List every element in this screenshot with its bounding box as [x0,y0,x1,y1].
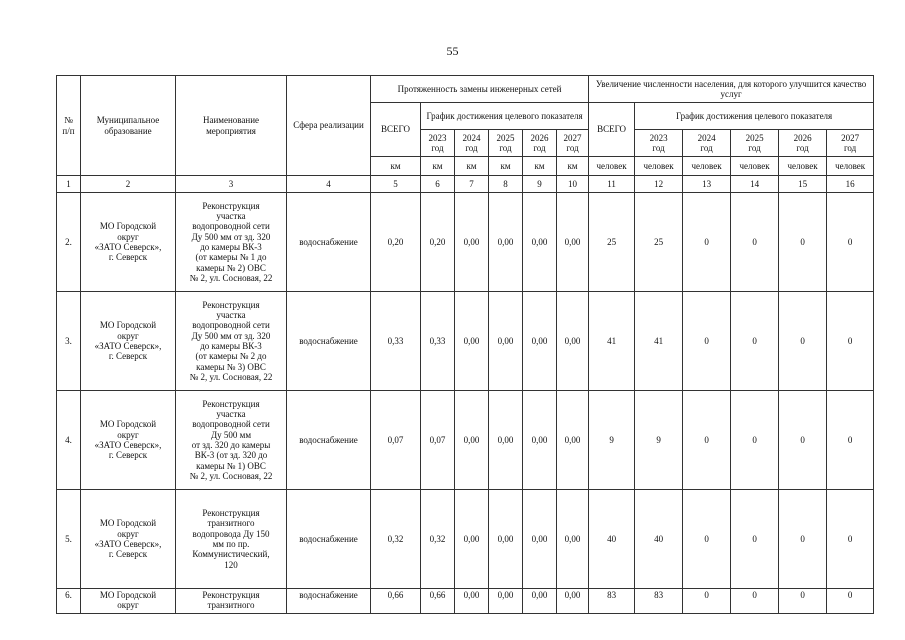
header-unit-length: км [421,157,455,176]
row-length-value: 0,07 [371,391,421,490]
header-activity: Наименование мероприятия [176,76,287,176]
row-population-value: 40 [589,490,635,589]
row-length-value: 0,00 [557,490,589,589]
row-length-value: 0,00 [523,490,557,589]
row-population-value: 0 [683,490,731,589]
column-number: 6 [421,176,455,193]
header-unit-population: человек [589,157,635,176]
column-number: 3 [176,176,287,193]
header-schedule-population: График достижения целевого показателя [635,103,874,130]
row-length-value: 0,32 [371,490,421,589]
row-length-value: 0,00 [523,292,557,391]
row-number: 2. [57,193,81,292]
column-number: 5 [371,176,421,193]
row-length-value: 0,00 [557,292,589,391]
row-population-value: 25 [589,193,635,292]
header-year-length: 2023 год [421,130,455,157]
header-unit-length: км [455,157,489,176]
header-year-population: 2027 год [827,130,874,157]
column-number: 2 [81,176,176,193]
header-year-population: 2026 год [779,130,827,157]
row-population-value: 0 [731,292,779,391]
row-population-value: 0 [827,391,874,490]
row-number: 5. [57,490,81,589]
column-number: 16 [827,176,874,193]
row-population-value: 0 [683,292,731,391]
header-group-length: Протяженность замены инженерных сетей [371,76,589,103]
row-population-value: 41 [635,292,683,391]
column-number: 1 [57,176,81,193]
row-population-value: 9 [635,391,683,490]
table-row [57,193,874,292]
row-population-value: 0 [779,193,827,292]
row-length-value: 0,00 [489,193,523,292]
header-unit-length: км [371,157,421,176]
header-unit-population: человек [731,157,779,176]
row-length-value: 0,00 [455,292,489,391]
row-length-value: 0,32 [421,490,455,589]
row-length-value: 0,00 [455,193,489,292]
header-unit-population: человек [635,157,683,176]
row-population-value: 0 [827,589,874,614]
row-municipality: МО Городской округ «ЗАТО Северск», г. Северск [81,292,176,391]
header-group-population: Увеличение численности населения, для которого улучшится качество услуг [589,76,874,103]
row-sphere: водоснабжение [287,292,371,391]
header-year-length: 2024 год [455,130,489,157]
table-row [57,391,874,490]
row-municipality: МО Городской округ «ЗАТО Северск», г. Северск [81,193,176,292]
header-year-length: 2025 год [489,130,523,157]
row-length-value: 0,00 [523,391,557,490]
column-number: 11 [589,176,635,193]
row-number: 3. [57,292,81,391]
row-sphere: водоснабжение [287,391,371,490]
row-activity: Реконструкция участка водопроводной сети Ду 500 мм от зд. 320 до камеры ВК-3 (от камеры № 1 до камеры № 2) ОВС № 2, ул. Сосновая, 22 [176,193,287,292]
header-year-population: 2023 год [635,130,683,157]
row-length-value: 0,33 [421,292,455,391]
row-length-value: 0,00 [557,193,589,292]
row-sphere: водоснабжение [287,490,371,589]
row-population-value: 83 [589,589,635,614]
row-population-value: 0 [779,391,827,490]
row-length-value: 0,00 [557,391,589,490]
row-population-value: 83 [635,589,683,614]
column-number: 9 [523,176,557,193]
row-population-value: 0 [731,391,779,490]
header-year-population: 2025 год [731,130,779,157]
header-unit-length: км [523,157,557,176]
header-unit-length: км [489,157,523,176]
row-municipality: МО Городской округ [81,589,176,614]
row-activity: Реконструкция транзитного водопровода Ду 150 мм по пр. Коммунистический, 120 [176,490,287,589]
header-municipality: Муниципальное образование [81,76,176,176]
row-municipality: МО Городской округ «ЗАТО Северск», г. Северск [81,391,176,490]
row-population-value: 0 [683,589,731,614]
row-population-value: 0 [827,490,874,589]
page-number: 55 [446,44,459,58]
row-population-value: 41 [589,292,635,391]
row-population-value: 0 [827,193,874,292]
table-row [57,292,874,391]
row-population-value: 0 [731,490,779,589]
header-unit-population: человек [683,157,731,176]
header-year-length: 2026 год [523,130,557,157]
row-length-value: 0,00 [455,391,489,490]
row-length-value: 0,00 [489,490,523,589]
header-no: № п/п [57,76,81,176]
column-number: 4 [287,176,371,193]
row-length-value: 0,20 [371,193,421,292]
row-population-value: 40 [635,490,683,589]
column-number: 8 [489,176,523,193]
row-population-value: 0 [779,292,827,391]
row-length-value: 0,66 [371,589,421,614]
row-population-value: 0 [731,589,779,614]
row-length-value: 0,00 [557,589,589,614]
row-length-value: 0,20 [421,193,455,292]
row-length-value: 0,00 [489,292,523,391]
row-length-value: 0,00 [455,490,489,589]
data-table [56,75,874,614]
column-number: 15 [779,176,827,193]
column-number: 7 [455,176,489,193]
row-length-value: 0,00 [455,589,489,614]
header-total-length: ВСЕГО [371,103,421,157]
row-sphere: водоснабжение [287,589,371,614]
row-population-value: 0 [731,193,779,292]
header-year-population: 2024 год [683,130,731,157]
column-number: 14 [731,176,779,193]
column-number: 13 [683,176,731,193]
row-population-value: 25 [635,193,683,292]
row-activity: Реконструкция транзитного [176,589,287,614]
row-length-value: 0,00 [489,391,523,490]
row-population-value: 0 [683,391,731,490]
header-unit-population: человек [827,157,874,176]
row-number: 6. [57,589,81,614]
header-unit-length: км [557,157,589,176]
header-year-length: 2027 год [557,130,589,157]
row-length-value: 0,00 [523,589,557,614]
row-population-value: 0 [779,490,827,589]
row-number: 4. [57,391,81,490]
header-sphere: Сфера реализации [287,76,371,176]
row-population-value: 0 [779,589,827,614]
row-population-value: 9 [589,391,635,490]
row-length-value: 0,33 [371,292,421,391]
row-length-value: 0,66 [421,589,455,614]
row-length-value: 0,00 [489,589,523,614]
table-row [57,589,874,614]
header-schedule-length: График достижения целевого показателя [421,103,589,130]
row-length-value: 0,00 [523,193,557,292]
row-activity: Реконструкция участка водопроводной сети Ду 500 мм от зд. 320 до камеры ВК-3 (от камеры № 2 до камеры № 3) ОВС № 2, ул. Сосновая, 22 [176,292,287,391]
row-activity: Реконструкция участка водопроводной сети Ду 500 мм от зд. 320 до камеры ВК-3 (от зд. 320 до камеры № 1) ОВС № 2, ул. Сосновая, 22 [176,391,287,490]
column-number: 10 [557,176,589,193]
table-row [57,490,874,589]
column-number: 12 [635,176,683,193]
row-municipality: МО Городской округ «ЗАТО Северск», г. Северск [81,490,176,589]
row-population-value: 0 [827,292,874,391]
row-sphere: водоснабжение [287,193,371,292]
row-length-value: 0,07 [421,391,455,490]
header-total-population: ВСЕГО [589,103,635,157]
header-unit-population: человек [779,157,827,176]
row-population-value: 0 [683,193,731,292]
